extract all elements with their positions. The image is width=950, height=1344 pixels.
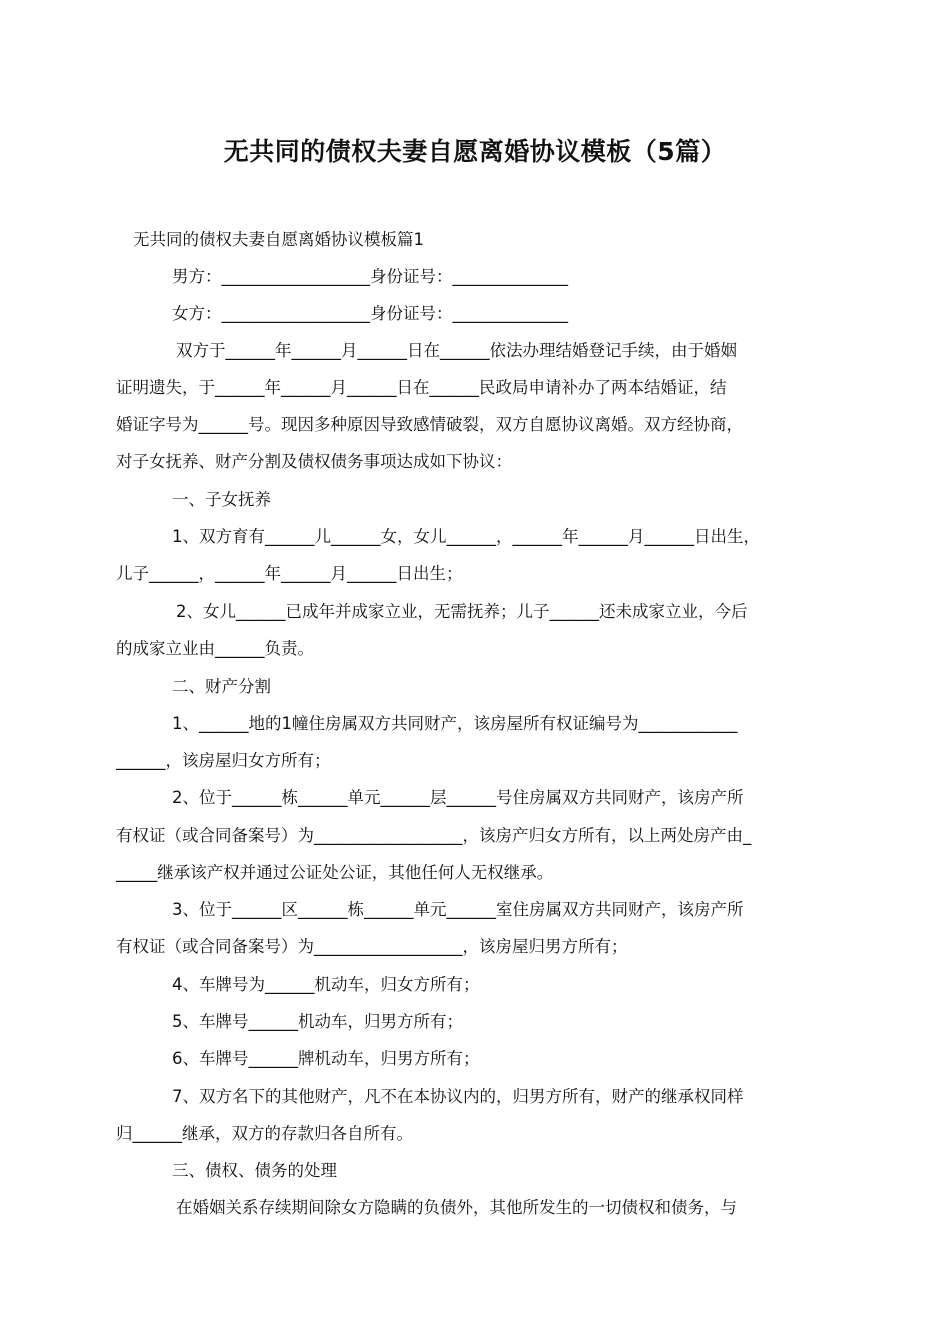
female-party-line: 女方：__________________身份证号：______________	[172, 304, 568, 323]
clause-line: ______，该房屋归女方所有；	[116, 751, 331, 770]
clause-line: 2、女儿______已成年并成家立业，无需抚养；儿子______还未成家立业，今后	[176, 602, 748, 621]
paragraph-line: 婚证字号为______号。现因多种原因导致感情破裂，双方自愿协议离婚。双方经协商，	[116, 415, 743, 434]
clause-line: 4、车牌号为______机动车，归女方所有；	[172, 975, 480, 994]
paragraph-line: 对子女抚养、财产分割及债权债务事项达成如下协议：	[116, 452, 512, 471]
paragraph-line: 证明遗失，于______年______月______日在______民政局申请补办了两本结婚证，结	[116, 378, 727, 397]
clause-line: 的成家立业由______负责。	[116, 639, 314, 658]
male-party-line: 男方：__________________身份证号：______________	[172, 267, 568, 286]
clause-line: 6、车牌号______牌机动车，归男方所有；	[172, 1049, 480, 1068]
paragraph-line: 双方于______年______月______日在______依法办理结婚登记手续，由于婚姻	[176, 341, 737, 360]
clause-line: 3、位于______区______栋______单元______室住房属双方共同财产，该房产所	[172, 900, 744, 919]
clause-line: 1、______地的1幢住房属双方共同财产，该房屋所有权证编号为____________	[172, 714, 738, 733]
document-title: 无共同的债权夫妻自愿离婚协议模板（5篇）	[223, 137, 727, 166]
clause-line: _____继承该产权并通过公证处公证，其他任何人无权继承。	[116, 863, 554, 882]
section-heading: 无共同的债权夫妻自愿离婚协议模板篇1	[133, 230, 424, 249]
clause-line: 1、双方育有______儿______女，女儿______，______年______月______日出生，	[172, 527, 760, 546]
clause-line: 在婚姻关系存续期间除女方隐瞒的负债外，其他所发生的一切债权和债务，与	[176, 1198, 737, 1217]
clause-line: 有权证（或合同备案号）为__________________，该房屋归男方所有；	[116, 937, 628, 956]
clause-line: 2、位于______栋______单元______层______号住房属双方共同财产，该房产所	[172, 788, 744, 807]
clause-line: 儿子______，______年______月______日出生；	[116, 564, 463, 583]
clause-heading: 二、财产分割	[172, 677, 271, 696]
clause-line: 7、双方名下的其他财产，凡不在本协议内的，归男方所有，财产的继承权同样	[172, 1087, 744, 1106]
clause-line: 归______继承，双方的存款归各自所有。	[116, 1124, 413, 1143]
clause-heading: 三、债权、债务的处理	[172, 1161, 337, 1180]
clause-line: 5、车牌号______机动车，归男方所有；	[172, 1012, 463, 1031]
clause-heading: 一、子女抚养	[172, 490, 271, 509]
clause-line: 有权证（或合同备案号）为__________________，该房产归女方所有，以上两处房产由_	[116, 826, 752, 845]
